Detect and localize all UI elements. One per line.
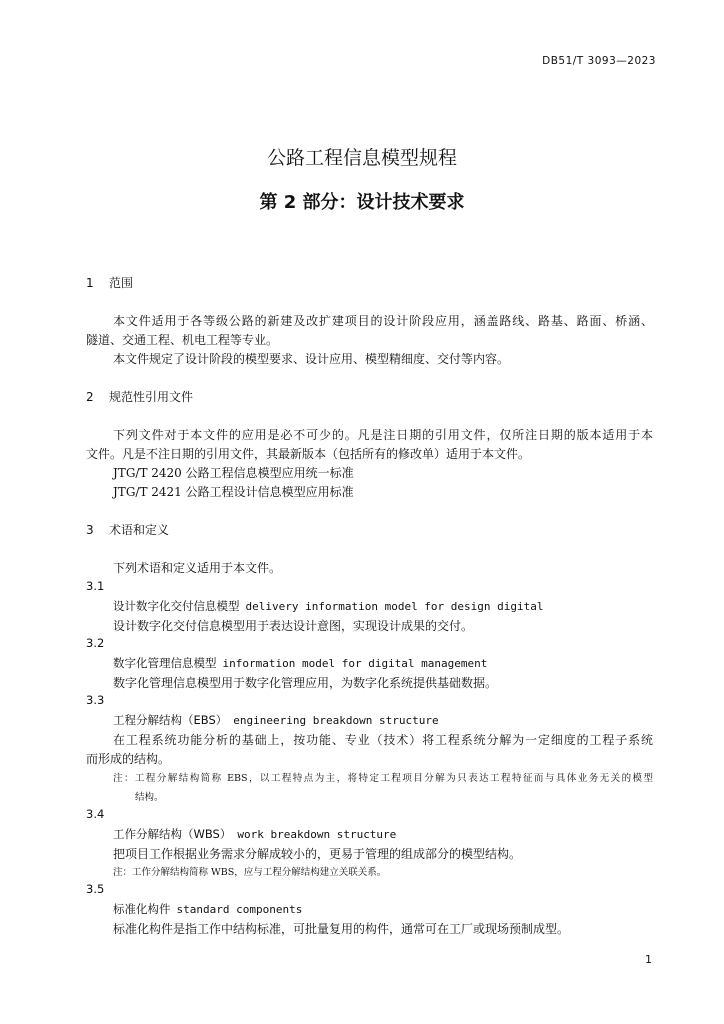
section-number: 1 xyxy=(86,276,94,290)
term-entry xyxy=(113,712,439,728)
section-heading-normative-references xyxy=(86,388,193,405)
section-title: 术语和定义 xyxy=(109,523,170,537)
term-zh: 标准化构件 xyxy=(113,902,171,916)
section-number: 3 xyxy=(86,523,94,537)
section-heading-terms-definitions xyxy=(86,521,169,538)
document-title: 公路工程信息模型规程 xyxy=(266,147,457,169)
term-zh: 设计数字化交付信息模型 xyxy=(113,599,240,613)
standard-code: DB51/T 3093—2023 xyxy=(542,55,656,67)
paragraph-line: 隧道、交通工程、机电工程等专业。 xyxy=(86,333,279,347)
term-note: 注：工程分解结构简称 EBS，以工程特点为主，将特定工程项目分解为只表达工程特征而与具体业务无关的模型 xyxy=(113,773,653,784)
term-entry xyxy=(113,901,302,917)
term-note-cont: 结构。 xyxy=(135,792,164,803)
section-title: 范围 xyxy=(109,276,134,290)
term-zh: 数字化管理信息模型 xyxy=(113,656,217,670)
term-definition: 在工程系统功能分析的基础上，按功能、专业（技术）将工程系统分解为一定细度的工程子系统 xyxy=(113,733,653,747)
term-number: 3.1 xyxy=(86,579,105,593)
term-zh: 工作分解结构（WBS） xyxy=(113,827,232,841)
paragraph-line: 下列文件对于本文件的应用是必不可少的。凡是注日期的引用文件，仅所注日期的版本适用于本 xyxy=(113,428,653,442)
section-title: 规范性引用文件 xyxy=(109,390,194,404)
term-en: work breakdown structure xyxy=(237,828,397,841)
term-definition: 标准化构件是指工作中结构标准，可批量复用的构件，通常可在工厂或现场预制成型。 xyxy=(113,922,570,936)
section-heading-scope xyxy=(86,274,133,291)
term-en: engineering breakdown structure xyxy=(233,714,439,727)
term-number: 3.4 xyxy=(86,807,105,821)
term-entry xyxy=(113,826,396,842)
term-entry xyxy=(113,655,487,671)
term-number: 3.3 xyxy=(86,693,105,707)
paragraph-line: 下列术语和定义适用于本文件。 xyxy=(113,561,282,575)
reference-item: JTG/T 2421 公路工程设计信息模型应用标准 xyxy=(113,485,354,499)
term-number: 3.2 xyxy=(86,636,105,650)
paragraph-line: 文件。凡是不注日期的引用文件，其最新版本（包括所有的修改单）适用于本文件。 xyxy=(86,447,531,461)
paragraph-line: 本文件适用于各等级公路的新建及改扩建项目的设计阶段应用，涵盖路线、路基、路面、桥涵、 xyxy=(113,314,653,328)
term-entry xyxy=(113,598,544,614)
page-number: 1 xyxy=(645,953,652,966)
term-definition: 把项目工作根据业务需求分解成较小的，更易于管理的组成部分的模型结构。 xyxy=(113,847,522,861)
term-number: 3.5 xyxy=(86,882,105,896)
term-definition-cont: 而形成的结构。 xyxy=(86,752,171,766)
reference-item: JTG/T 2420 公路工程信息模型应用统一标准 xyxy=(113,466,354,480)
term-note: 注：工作分解结构简称 WBS，应与工程分解结构建立关联关系。 xyxy=(113,867,387,878)
term-en: information model for digital management xyxy=(222,657,488,670)
paragraph-line: 本文件规定了设计阶段的模型要求、设计应用、模型精细度、交付等内容。 xyxy=(113,352,510,366)
term-en: delivery information model for design digital xyxy=(245,600,544,613)
term-definition: 设计数字化交付信息模型用于表达设计意图，实现设计成果的交付。 xyxy=(113,619,474,633)
term-zh: 工程分解结构（EBS） xyxy=(113,713,228,727)
section-number: 2 xyxy=(86,390,94,404)
document-subtitle: 第 2 部分：设计技术要求 xyxy=(259,192,465,213)
term-definition: 数字化管理信息模型用于数字化管理应用，为数字化系统提供基础数据。 xyxy=(113,676,498,690)
term-en: standard components xyxy=(176,903,303,916)
